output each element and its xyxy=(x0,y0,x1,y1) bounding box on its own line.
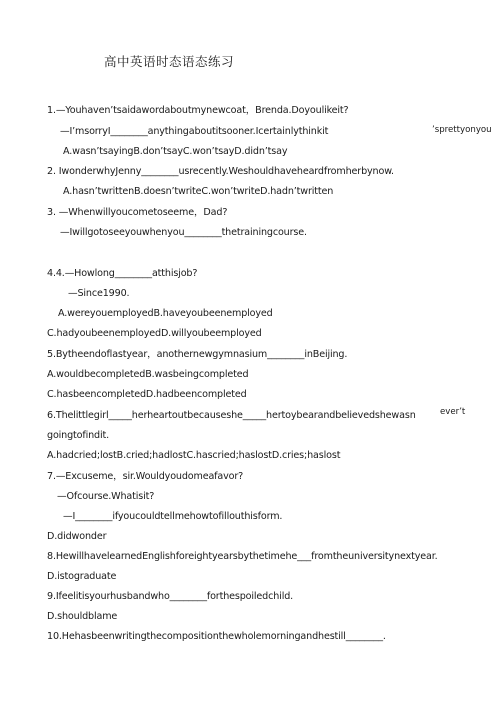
answer-blank: ________ xyxy=(141,166,179,177)
question-line xyxy=(47,349,347,361)
side-note-q6: ever’t xyxy=(440,407,466,417)
question-text: 10.Hehasbeenwritingthecompositionthewholemorningandhestill xyxy=(47,631,346,642)
question-text: forthespoiledchild. xyxy=(206,591,294,602)
question-line xyxy=(63,186,333,198)
question-line xyxy=(47,471,243,483)
question-line xyxy=(47,591,293,603)
question-text: atthisjob? xyxy=(151,268,198,279)
question-text: A.wouldbecompletedB.wasbeingcompleted xyxy=(47,369,249,380)
question-line xyxy=(47,166,394,178)
question-text: D.istograduate xyxy=(47,571,117,582)
question-text: —Since1990. xyxy=(68,288,130,299)
question-text: —Iwillgotoseeyouwhenyou xyxy=(60,227,185,238)
question-text: hertoybearandbelievedshewasn xyxy=(266,410,416,421)
answer-blank: _____ xyxy=(242,410,267,421)
question-text: anythingaboutitsooner.Icertainlythinkit xyxy=(147,126,329,137)
question-text: D.didwonder xyxy=(47,531,107,542)
question-text: 8.HewillhavelearnedEnglishforeightyearsbythetimehe xyxy=(47,551,298,562)
question-text: A.wasn’tsayingB.don’tsayC.won’tsayD.didn’tsay xyxy=(63,146,288,157)
question-line xyxy=(63,146,287,158)
question-line xyxy=(47,430,109,442)
question-line xyxy=(47,611,117,623)
answer-blank: ________ xyxy=(169,591,207,602)
question-line xyxy=(60,126,328,138)
side-note-q1: ’sprettyonyou xyxy=(432,125,492,135)
question-text: 9.Ifeelitisyourhusbandwho xyxy=(47,591,170,602)
question-line xyxy=(68,288,129,300)
question-text: A.hadcried;lostB.cried;hadlostC.hascried;haslostD.cries;haslost xyxy=(47,450,341,461)
question-line xyxy=(47,450,340,462)
question-line xyxy=(57,491,154,503)
question-line xyxy=(47,328,262,340)
question-text: —Ofcourse.Whatisit? xyxy=(57,491,155,502)
question-line xyxy=(47,389,247,401)
question-line xyxy=(47,531,106,543)
question-text: —I xyxy=(63,511,76,522)
question-text: A.wereyouemployedB.haveyoubeenemployed xyxy=(58,308,273,319)
question-line xyxy=(47,207,227,219)
question-line xyxy=(47,551,438,563)
question-text: 5.Bytheendoflastyear，anothernewgymnasium xyxy=(47,349,268,360)
question-line xyxy=(47,369,248,381)
question-text: thetrainingcourse. xyxy=(221,227,307,238)
question-text: 7.—Excuseme，sir.Wouldyoudomeafavor? xyxy=(47,471,244,482)
question-line xyxy=(47,105,349,117)
question-text: goingtofindit. xyxy=(47,430,110,441)
answer-blank: ________ xyxy=(345,631,383,642)
question-text: 2. IwonderwhyJenny xyxy=(47,166,142,177)
question-text: usrecently.Weshouldhaveheardfromherbynow. xyxy=(178,166,394,177)
question-line xyxy=(58,308,273,320)
question-text: 1.—Youhaven’tsaidawordaboutmynewcoat，Brenda.Doyoulikeit? xyxy=(47,105,349,116)
question-line xyxy=(47,268,197,280)
answer-blank: ________ xyxy=(184,227,222,238)
question-text: herheartoutbecauseshe xyxy=(131,410,243,421)
question-line xyxy=(60,227,307,239)
question-line xyxy=(47,631,386,643)
answer-blank: _____ xyxy=(108,410,132,421)
question-text: inBeijing. xyxy=(304,349,348,360)
question-line xyxy=(63,511,282,523)
page-title: 高中英语时态语态练习 xyxy=(104,54,235,69)
question-line xyxy=(47,571,116,583)
question-text: C.hasbeencompletedD.hadbeencompleted xyxy=(47,389,247,400)
question-text: —I’msorryI xyxy=(60,126,111,137)
question-text: 4.4.—Howlong xyxy=(47,268,115,279)
question-text: D.shouldblame xyxy=(47,611,118,622)
question-text: . xyxy=(382,631,386,642)
question-text: ifyoucouldtellmehowtofillouthisform. xyxy=(112,511,283,522)
question-line xyxy=(47,410,416,422)
answer-blank: ________ xyxy=(114,268,152,279)
answer-blank: ________ xyxy=(75,511,113,522)
answer-blank: ________ xyxy=(110,126,148,137)
answer-blank: ___ xyxy=(297,551,312,562)
question-text: fromtheuniversitynextyear. xyxy=(311,551,438,562)
question-text: A.hasn’twrittenB.doesn’twriteC.won’twriteD.hadn’twritten xyxy=(63,186,334,197)
question-text: 3. —Whenwillyoucometoseeme，Dad? xyxy=(47,207,228,218)
question-text: 6.Thelittlegirl xyxy=(47,410,109,421)
question-text: C.hadyoubeenemployedD.willyoubeemployed xyxy=(47,328,262,339)
answer-blank: ________ xyxy=(267,349,305,360)
